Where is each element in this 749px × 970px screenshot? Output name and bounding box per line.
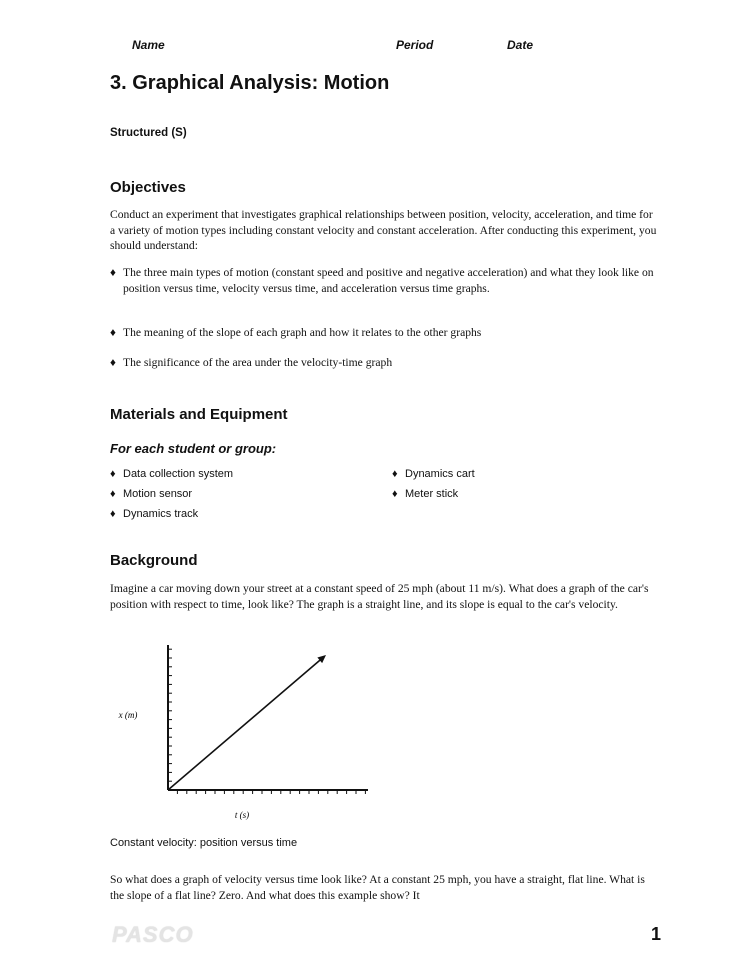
objective-text: The significance of the area under the velocity-time graph <box>123 356 393 369</box>
page-subtitle: Structured (S) <box>110 127 187 139</box>
material-item <box>110 508 198 520</box>
bullet-diamond-icon: ♦ <box>110 326 116 339</box>
material-text: Motion sensor <box>123 488 193 500</box>
materials-subheading: For each student or group: <box>110 441 277 456</box>
material-item <box>392 488 458 500</box>
x-axis-label: t (s) <box>234 810 250 820</box>
material-text: Dynamics cart <box>405 468 475 480</box>
material-text: Data collection system <box>123 468 234 480</box>
page-title: 3. Graphical Analysis: Motion <box>110 72 390 94</box>
chart-caption: Constant velocity: position versus time <box>110 837 298 849</box>
page-number: 1 <box>650 924 661 944</box>
bullet-diamond-icon: ♦ <box>110 356 116 369</box>
name-label: Name <box>132 38 165 52</box>
material-item <box>392 468 475 480</box>
bullet-diamond-icon: ♦ <box>110 508 116 520</box>
position-time-chart <box>100 640 380 830</box>
bullet-diamond-icon: ♦ <box>392 468 398 480</box>
objective-text: The three main types of motion (constant speed and positive and negative acceleration) and what they look like on position versus time, velocity versus time, and acceleration versus time graphs. <box>123 266 654 295</box>
background-paragraph: So what does a graph of velocity versus time look like? At a constant 25 mph, you have a straight, flat line. What is the slope of a flat line? Zero. And what does this example show? It <box>110 873 645 902</box>
material-item <box>110 468 233 480</box>
objective-text: The meaning of the slope of each graph and how it relates to the other graphs <box>123 326 482 339</box>
material-item <box>110 488 192 500</box>
y-axis-label: x (m) <box>118 710 138 720</box>
objective-bullet <box>110 355 658 371</box>
bullet-diamond-icon: ♦ <box>110 266 116 279</box>
materials-heading: Materials and Equipment <box>110 406 288 423</box>
period-label: Period <box>396 38 434 52</box>
material-text: Dynamics track <box>123 508 199 520</box>
data-series-line <box>168 659 322 790</box>
bullet-diamond-icon: ♦ <box>110 488 116 500</box>
objective-bullet <box>110 325 658 341</box>
date-label: Date <box>507 38 534 52</box>
material-text: Meter stick <box>405 488 459 500</box>
pasco-logo: PASCO <box>112 922 194 947</box>
background-paragraph: Imagine a car moving down your street at a constant speed of 25 mph (about 11 m/s). What does a graph of the car's position with respect to time, look like? The graph is a straight line, and its slope is equal to the car's velocity. <box>110 582 649 611</box>
bullet-diamond-icon: ♦ <box>110 468 116 480</box>
objective-bullet <box>110 265 658 296</box>
objectives-heading: Objectives <box>110 179 186 196</box>
background-heading: Background <box>110 552 198 569</box>
bullet-diamond-icon: ♦ <box>392 488 398 500</box>
objectives-intro: Conduct an experiment that investigates graphical relationships between position, velocity, acceleration, and time for a variety of motion types including constant velocity and constant acceleration. After conducting this experiment, you should understand: <box>110 208 657 252</box>
